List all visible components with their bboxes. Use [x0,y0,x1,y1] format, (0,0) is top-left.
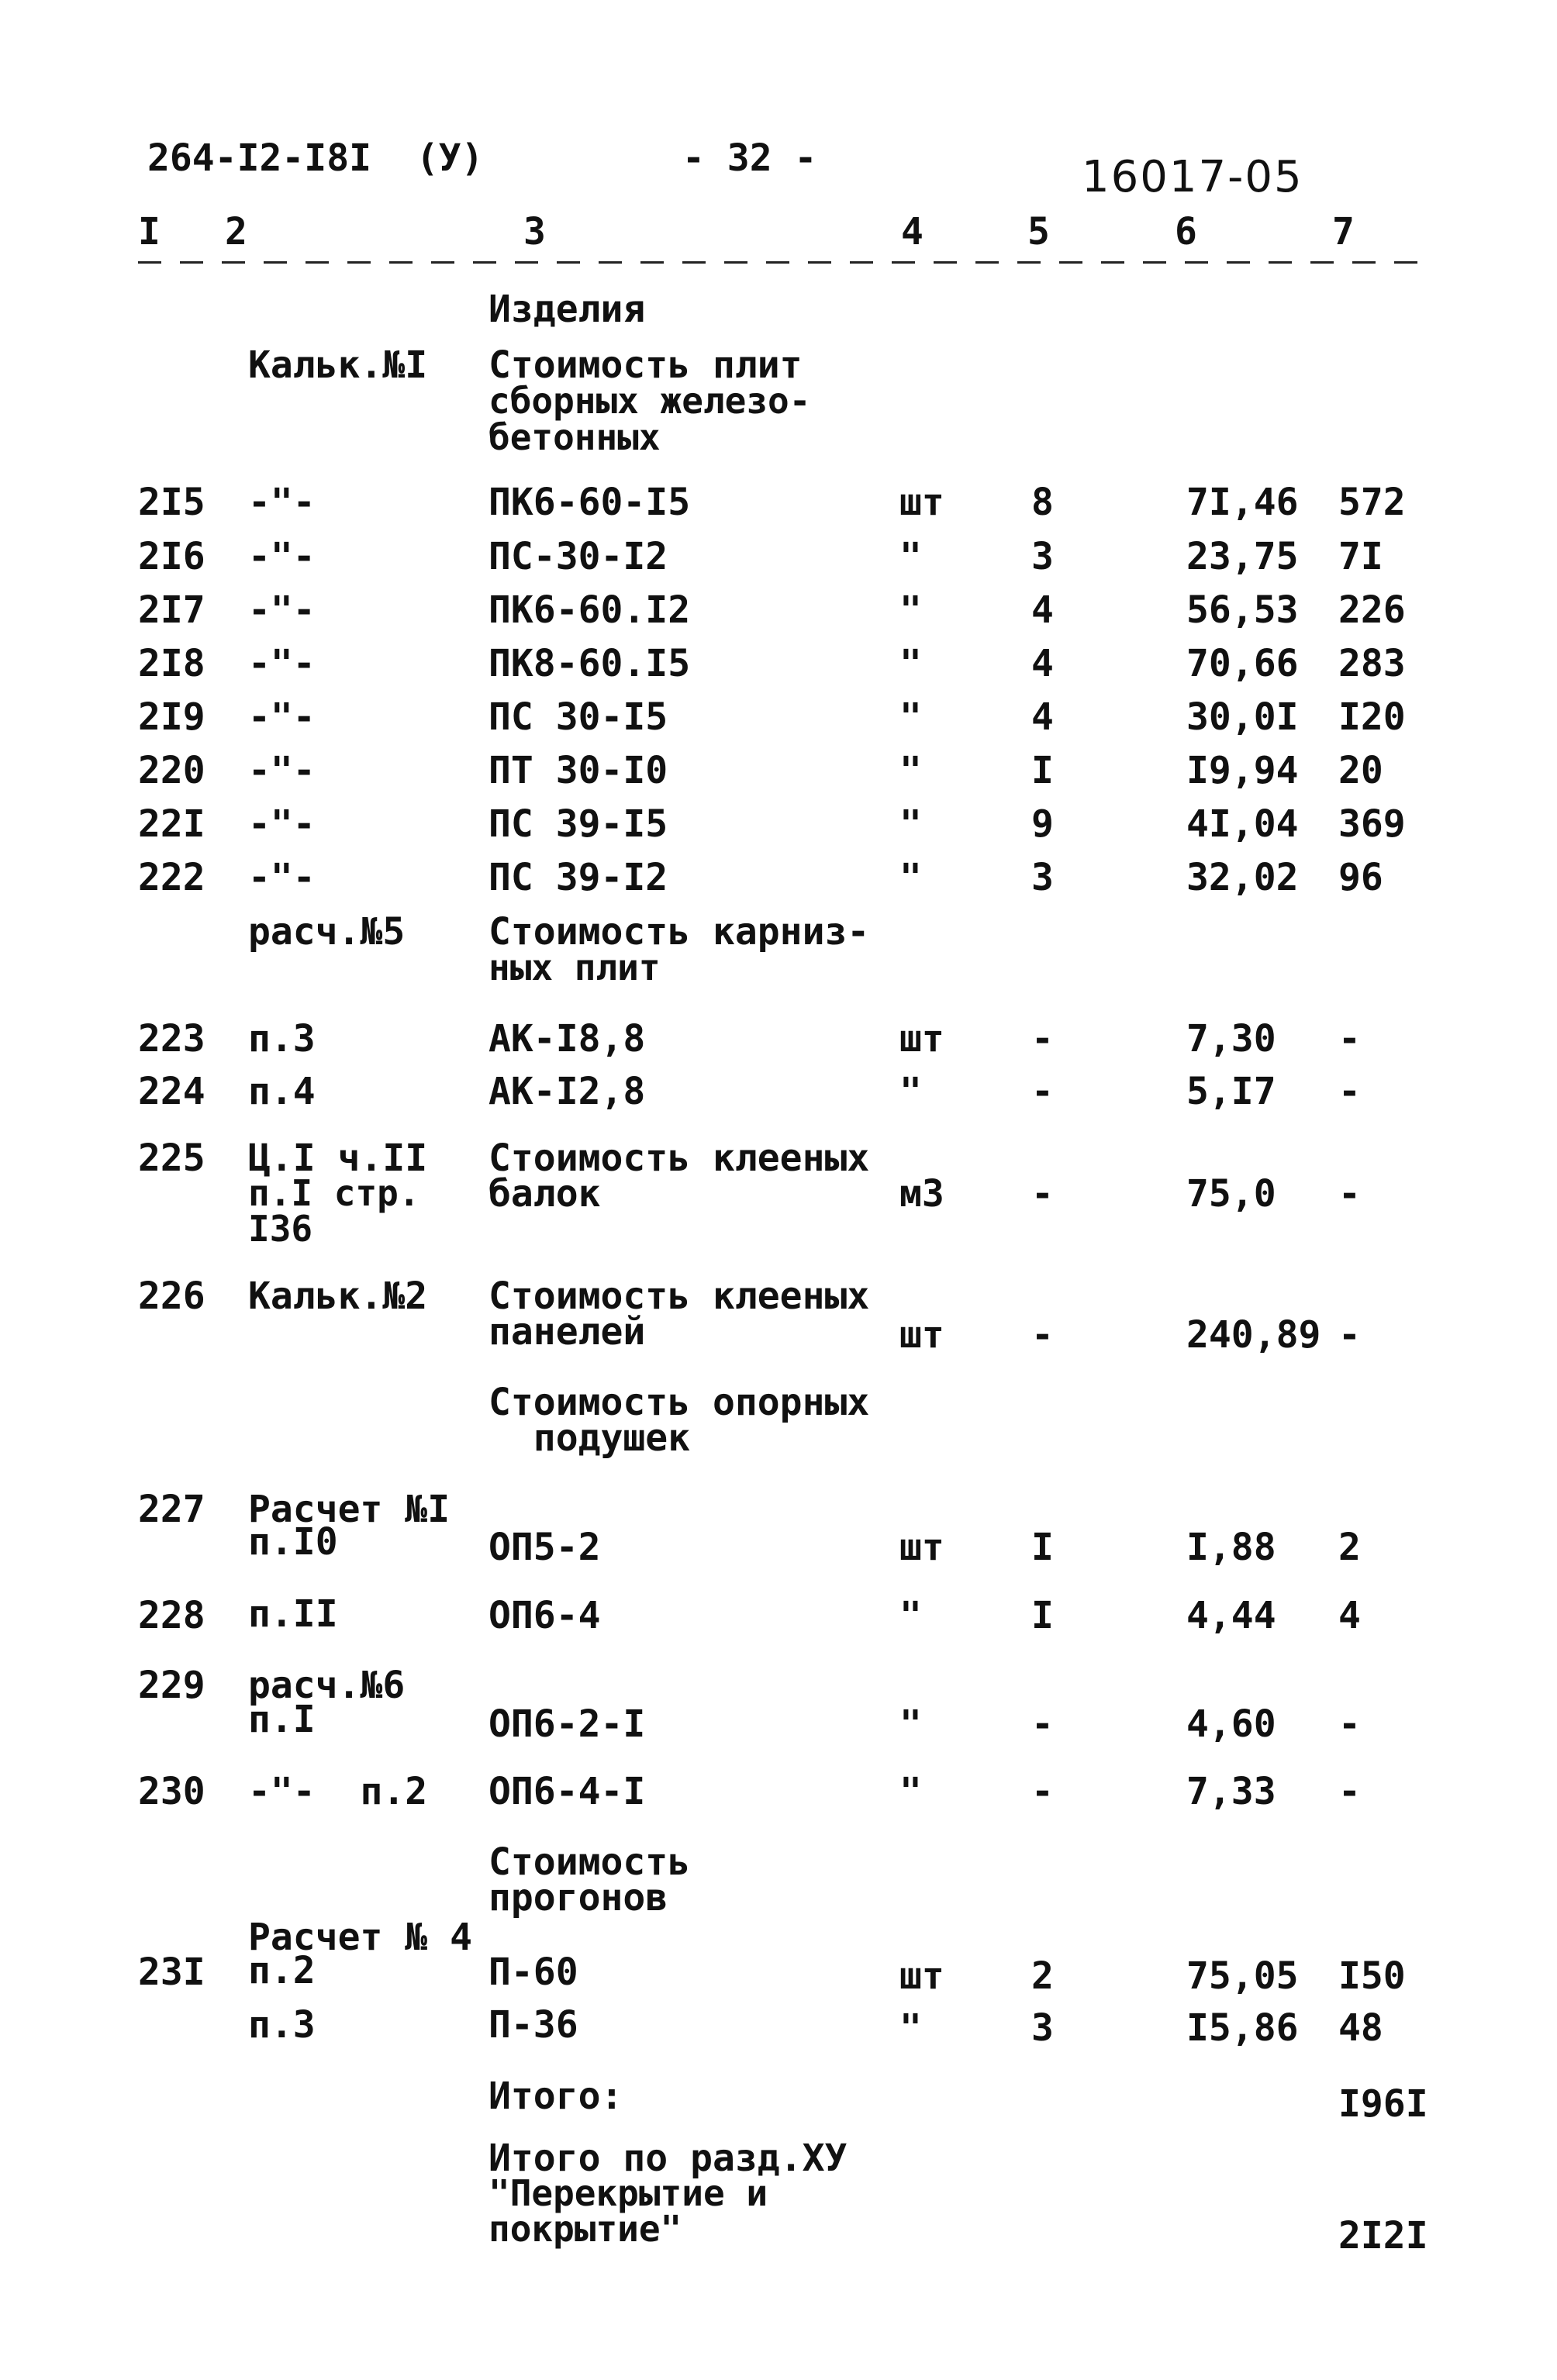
row-unit: шт [899,1313,944,1357]
row-reference-line-2: п.I стр. [248,1172,420,1214]
col-7: 7 [1332,210,1355,254]
col-5: 5 [1027,210,1050,254]
row-name: П-60 [489,1951,578,1994]
row-number: 2I5 [138,481,205,524]
rule-dash [808,261,831,264]
row-total: - [1338,1070,1361,1113]
col-2: 2 [225,210,247,254]
row-price: 75,05 [1186,1954,1299,1998]
row-unit: " [899,2006,922,2050]
row-quantity: 3 [1031,856,1054,899]
rule-dash [306,261,329,264]
row-unit: шт [899,1017,944,1061]
row-quantity: 3 [1031,2006,1054,2050]
row-reference-line-2: п.I0 [248,1520,338,1564]
row-name: ПК6-60.I2 [489,588,691,632]
row-unit: " [899,695,922,739]
row-total: 369 [1338,802,1406,846]
group-2-title-line-1: Стоимость карниз- [489,910,870,954]
row-reference: п.3 [248,2003,316,2047]
row-reference-line-1: Расчет № 4 [248,1916,472,1959]
row-total: 7I [1338,535,1383,578]
rule-dash [766,261,789,264]
rule-dash [264,261,287,264]
row-unit: м3 [899,1172,944,1216]
row-quantity: 3 [1031,535,1054,578]
row-reference: -"- [248,856,316,899]
row-unit: " [899,802,922,846]
row-number: 225 [138,1137,205,1180]
row-total: I20 [1338,695,1406,739]
row-unit: " [899,642,922,685]
row-name: АК-I8,8 [489,1017,646,1061]
row-number: 2I9 [138,695,205,739]
row-quantity: 4 [1031,588,1054,632]
group-3-title-line-1: Стоимость опорных [489,1381,870,1424]
row-unit: " [899,749,922,792]
row-total: - [1338,1172,1361,1216]
row-number: 22I [138,802,205,846]
row-name: ПТ 30-I0 [489,749,668,792]
row-total: - [1338,1017,1361,1061]
rule-dash [1352,261,1376,264]
row-total: 226 [1338,588,1406,632]
col-6: 6 [1175,210,1197,254]
col-3: 3 [523,210,546,254]
page-number: - 32 - [682,136,817,180]
row-total: - [1338,1770,1361,1813]
row-price: 70,66 [1186,642,1299,685]
row-name: П-36 [489,2003,578,2047]
section-total-value: 2I2I [1338,2214,1428,2258]
row-number: 2I7 [138,588,205,632]
row-reference: -"- п.2 [248,1770,428,1813]
row-number: 223 [138,1017,205,1061]
row-total: 2 [1338,1526,1361,1569]
rule-dash [1227,261,1250,264]
row-number: 23I [138,1951,205,1994]
group-1-ref: Кальк.№I [248,343,428,387]
col-1: I [138,210,161,254]
row-price: 32,02 [1186,856,1299,899]
subtotal-value: I96I [1338,2082,1428,2126]
row-reference: -"- [248,695,316,739]
row-total: 572 [1338,481,1406,524]
row-number: 224 [138,1070,205,1113]
group-2-title-line-2: ных плит [489,947,661,988]
row-reference: -"- [248,749,316,792]
row-reference-line-1: Расчет №I [248,1488,451,1531]
row-number: 220 [138,749,205,792]
row-unit: " [899,535,922,578]
rule-dash [640,261,664,264]
row-name-line-1: Стоимость клееных [489,1275,870,1318]
group-1-title-line-1: Стоимость плит [489,343,803,387]
row-name: ОП6-2-I [489,1702,646,1746]
row-reference: -"- [248,802,316,846]
row-reference-line-2: п.2 [248,1949,316,1992]
row-number: 2I8 [138,642,205,685]
rule-dash [934,261,957,264]
row-reference-line-1: расч.№6 [248,1664,406,1707]
rule-dash [599,261,622,264]
rule-dash [850,261,873,264]
row-unit: шт [899,1954,944,1998]
rule-dash [975,261,999,264]
rule-dash [138,261,161,264]
row-price: 7,33 [1186,1770,1276,1813]
row-name: ПС 39-I5 [489,802,668,846]
group-4-title-line-1: Стоимость [489,1840,691,1884]
row-unit: " [899,588,922,632]
row-name: ОП6-4-I [489,1770,646,1813]
row-name: ПК8-60.I5 [489,642,691,685]
row-total: 96 [1338,856,1383,899]
rule-dash [1269,261,1292,264]
row-price: I9,94 [1186,749,1299,792]
group-2-ref: расч.№5 [248,910,406,954]
row-reference-line-1: Ц.I ч.II [248,1137,428,1180]
row-number: 226 [138,1275,205,1318]
row-price: I,88 [1186,1526,1276,1569]
rule-dash [389,261,413,264]
row-reference: п.4 [248,1070,316,1113]
row-quantity: I [1031,749,1054,792]
row-price: 23,75 [1186,535,1299,578]
group-1-title-line-2: сборных железо- [489,380,811,422]
rule-dash [892,261,915,264]
section-total-label-line-1: Итого по разд.XУ [489,2137,848,2180]
row-quantity: - [1031,1313,1054,1357]
row-reference: -"- [248,642,316,685]
row-price: 4,44 [1186,1594,1276,1637]
row-total: - [1338,1702,1361,1746]
group-3-title-line-2: подушек [489,1416,691,1460]
row-price: I5,86 [1186,2006,1299,2050]
row-number: 230 [138,1770,205,1813]
row-unit: шт [899,1526,944,1569]
row-name: ОП6-4 [489,1594,601,1637]
subtotal-label: Итого: [489,2075,623,2118]
row-total: - [1338,1313,1361,1357]
row-unit: " [899,1594,922,1637]
rule-dash [1185,261,1208,264]
row-price: 4,60 [1186,1702,1276,1746]
row-price: 75,0 [1186,1172,1276,1216]
row-reference: -"- [248,535,316,578]
row-quantity: 4 [1031,642,1054,685]
section-title: Изделия [489,288,646,331]
row-reference-line-2: п.I [248,1698,316,1741]
rule-dash [347,261,371,264]
row-quantity: - [1031,1770,1054,1813]
row-reference: -"- [248,588,316,632]
section-total-label-line-2: "Перекрытие и [489,2172,768,2214]
row-name-line-2: панелей [489,1310,646,1354]
rule-dash [515,261,538,264]
row-quantity: - [1031,1172,1054,1216]
row-price: 240,89 [1186,1313,1321,1357]
row-number: 229 [138,1664,205,1707]
row-total: 283 [1338,642,1406,685]
rule-dash [431,261,454,264]
row-name: ОП5-2 [489,1526,601,1569]
document-code: 264-I2-I8I (У) [147,136,484,180]
row-number: 222 [138,856,205,899]
row-price: 56,53 [1186,588,1299,632]
row-unit: " [899,1770,922,1813]
group-4-title-line-2: прогонов [489,1876,668,1920]
rule-dash [1059,261,1082,264]
row-quantity: - [1031,1017,1054,1061]
rule-dash [1143,261,1166,264]
rule-dash [1017,261,1041,264]
row-reference: п.II [248,1592,338,1636]
rule-dash [473,261,496,264]
rule-dash [682,261,706,264]
rule-dash [1310,261,1334,264]
section-total-label-line-3: покрытие" [489,2208,682,2250]
row-reference: -"- [248,481,316,524]
row-price: 5,I7 [1186,1070,1276,1113]
row-unit: " [899,1702,922,1746]
row-name: ПС-30-I2 [489,535,668,578]
group-1-title-line-3: бетонных [489,416,661,458]
row-total: 20 [1338,749,1383,792]
row-name: ПС 30-I5 [489,695,668,739]
rule-dash [1394,261,1417,264]
row-name: АК-I2,8 [489,1070,646,1113]
row-name: ПК6-60-I5 [489,481,691,524]
row-number: 2I6 [138,535,205,578]
row-total: I50 [1338,1954,1406,1998]
rule-dash [180,261,203,264]
row-unit: " [899,1070,922,1113]
rule-dash [557,261,580,264]
rule-dash [724,261,747,264]
row-quantity: 2 [1031,1954,1054,1998]
handwritten-number: 16017-05 [1082,152,1303,202]
col-4: 4 [901,210,923,254]
row-name: ПС 39-I2 [489,856,668,899]
row-quantity: I [1031,1594,1054,1637]
row-total: 4 [1338,1594,1361,1637]
row-quantity: 9 [1031,802,1054,846]
row-unit: " [899,856,922,899]
row-quantity: - [1031,1070,1054,1113]
row-price: 7,30 [1186,1017,1276,1061]
row-reference: п.3 [248,1017,316,1061]
row-number: 228 [138,1594,205,1637]
row-quantity: 4 [1031,695,1054,739]
row-quantity: 8 [1031,481,1054,524]
row-unit: шт [899,481,944,524]
row-name-line-2: балок [489,1172,601,1216]
row-price: 4I,04 [1186,802,1299,846]
row-quantity: I [1031,1526,1054,1569]
row-price: 7I,46 [1186,481,1299,524]
row-quantity: - [1031,1702,1054,1746]
row-number: 227 [138,1488,205,1531]
row-reference-line-3: I36 [248,1208,313,1250]
rule-dash [1101,261,1124,264]
rule-dash [222,261,245,264]
row-price: 30,0I [1186,695,1299,739]
row-reference: Кальк.№2 [248,1275,428,1318]
row-name-line-1: Стоимость клееных [489,1137,870,1180]
row-total: 48 [1338,2006,1383,2050]
